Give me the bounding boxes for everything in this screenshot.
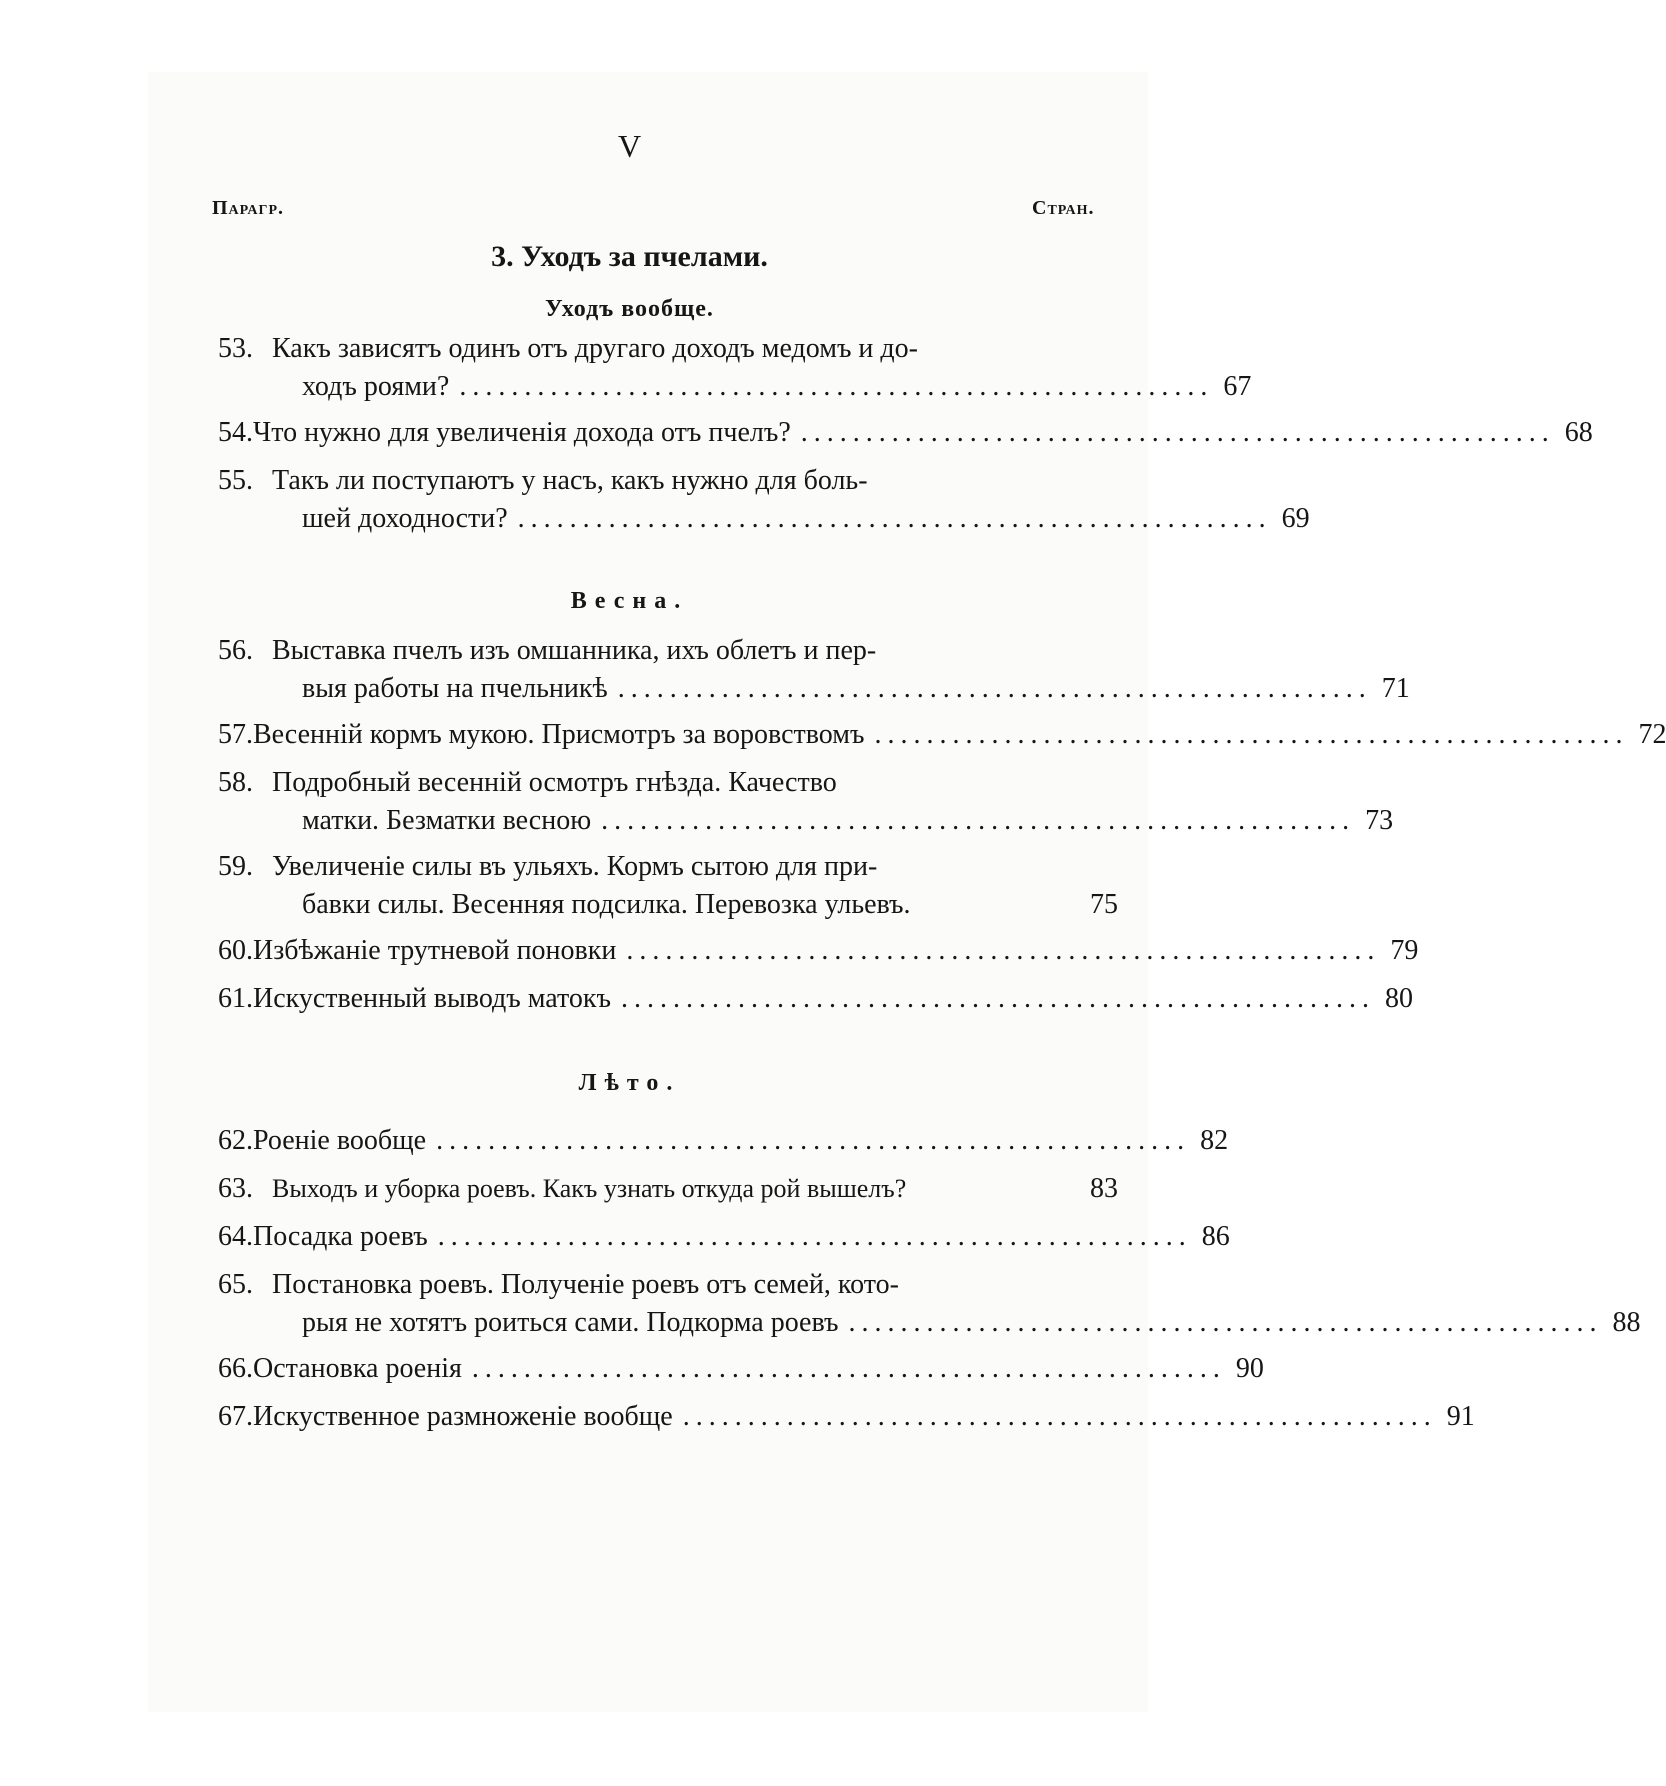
section-title-general-care: Уходъ вообще. bbox=[545, 296, 714, 322]
entry-text-continued: матки. Безматки весною bbox=[302, 805, 592, 836]
toc-entry-67 bbox=[218, 1398, 1475, 1436]
entry-number: 56. bbox=[218, 635, 253, 666]
entry-text: Роеніе вообще bbox=[253, 1125, 427, 1156]
dot-leader: .......................................................... bbox=[459, 371, 1214, 402]
entry-number: 66. bbox=[218, 1353, 253, 1384]
entry-text: Остановка роенія bbox=[253, 1353, 462, 1384]
section-title-summer: Лѣто. bbox=[578, 1070, 681, 1096]
entry-number: 54. bbox=[218, 417, 253, 448]
toc-entry-65 bbox=[218, 1266, 1641, 1342]
toc-entry-55 bbox=[218, 462, 1310, 538]
entry-number: 67. bbox=[218, 1401, 253, 1432]
toc-entry-53 bbox=[218, 330, 1252, 406]
dot-leader: .......................................................... bbox=[848, 1307, 1603, 1338]
entry-page: 80 bbox=[1384, 983, 1413, 1014]
entry-text-continued: ходъ роями? bbox=[302, 371, 450, 402]
entry-number: 61. bbox=[218, 983, 253, 1014]
entry-page: 69 bbox=[1281, 503, 1310, 534]
entry-text: Избѣжаніе трутневой поновки bbox=[253, 935, 617, 966]
entry-number: 64. bbox=[218, 1221, 253, 1252]
entry-number: 57. bbox=[218, 719, 253, 750]
toc-entry-61 bbox=[218, 980, 1413, 1018]
entry-text: Искуственный выводъ матокъ bbox=[253, 983, 611, 1014]
toc-entry-60 bbox=[218, 932, 1419, 970]
entry-text: Выходъ и уборка роевъ. Какъ узнать откуда рой вышелъ? bbox=[272, 1174, 907, 1203]
entry-text: Подробный весенній осмотръ гнѣзда. Качество bbox=[272, 767, 837, 798]
dot-leader: .......................................................... bbox=[517, 503, 1272, 534]
toc-entry-56 bbox=[218, 632, 1410, 708]
entry-text: Увеличеніе силы въ ульяхъ. Кормъ сытою для при- bbox=[272, 851, 878, 882]
dot-leader: .......................................................... bbox=[626, 935, 1381, 966]
entry-page: 86 bbox=[1201, 1221, 1230, 1252]
column-header-paragraph: Парагр. bbox=[212, 197, 284, 219]
entry-number: 53. bbox=[218, 333, 253, 364]
dot-leader: .......................................................... bbox=[437, 1221, 1192, 1252]
toc-entry-66 bbox=[218, 1350, 1264, 1388]
dot-leader: .......................................................... bbox=[436, 1125, 1191, 1156]
entry-page: 83 bbox=[1090, 1173, 1118, 1204]
entry-number: 65. bbox=[218, 1269, 253, 1300]
entry-text-continued: рыя не хотятъ роиться сами. Подкорма роевъ bbox=[302, 1307, 839, 1338]
dot-leader: .......................................................... bbox=[682, 1401, 1437, 1432]
dot-leader: .......................................................... bbox=[800, 417, 1555, 448]
toc-entry-54 bbox=[218, 414, 1593, 452]
entry-page: 73 bbox=[1365, 805, 1394, 836]
entry-text: Выставка пчелъ изъ омшанника, ихъ облетъ и пер- bbox=[272, 635, 877, 666]
entry-text-continued: бавки силы. Весенняя подсилка. Перевозка ульевъ. bbox=[302, 889, 911, 920]
entry-page: 82 bbox=[1200, 1125, 1229, 1156]
dot-leader: .......................................................... bbox=[471, 1353, 1226, 1384]
entry-number: 58. bbox=[218, 767, 253, 798]
entry-page: 88 bbox=[1612, 1307, 1641, 1338]
entry-number: 63. bbox=[218, 1173, 253, 1204]
toc-entry-59 bbox=[218, 848, 1118, 924]
section-title-spring: Весна. bbox=[570, 588, 689, 614]
dot-leader: .......................................................... bbox=[874, 719, 1629, 750]
column-header-page: Стран. bbox=[1032, 197, 1095, 219]
entry-page: 67 bbox=[1223, 371, 1252, 402]
entry-text: Такъ ли поступаютъ у насъ, какъ нужно для боль- bbox=[272, 465, 868, 496]
toc-entry-58 bbox=[218, 764, 1394, 840]
entry-text: Посадка роевъ bbox=[253, 1221, 428, 1252]
entry-text: Что нужно для увеличенія дохода отъ пчелъ? bbox=[253, 417, 791, 448]
toc-entry-57 bbox=[218, 716, 1666, 754]
entry-page: 71 bbox=[1381, 673, 1410, 704]
entry-text: Какъ зависятъ одинъ отъ другаго доходъ медомъ и до- bbox=[272, 333, 918, 364]
entry-page: 72 bbox=[1638, 719, 1666, 750]
entry-page: 79 bbox=[1390, 935, 1419, 966]
entry-number: 59. bbox=[218, 851, 253, 882]
toc-entry-64 bbox=[218, 1218, 1230, 1256]
entry-text: Весенній кормъ мукою. Присмотръ за воровствомъ bbox=[253, 719, 865, 750]
part-title: 3. Уходъ за пчелами. bbox=[491, 240, 768, 273]
dot-leader: .......................................................... bbox=[620, 983, 1375, 1014]
dot-leader: .......................................................... bbox=[617, 673, 1372, 704]
toc-entry-63 bbox=[218, 1170, 1118, 1208]
entry-page: 90 bbox=[1235, 1353, 1264, 1384]
dot-leader: .......................................................... bbox=[601, 805, 1356, 836]
entry-text: Постановка роевъ. Полученіе роевъ отъ семей, кото- bbox=[272, 1269, 899, 1300]
entry-text-continued: выя работы на пчельникѣ bbox=[302, 673, 608, 704]
entry-text-continued: шей доходности? bbox=[302, 503, 508, 534]
entry-number: 55. bbox=[218, 465, 253, 496]
entry-text: Искуственное размноженіе вообще bbox=[253, 1401, 673, 1432]
page-number-roman: V bbox=[617, 128, 642, 164]
entry-page: 91 bbox=[1446, 1401, 1475, 1432]
entry-number: 60. bbox=[218, 935, 253, 966]
toc-entry-62 bbox=[218, 1122, 1229, 1160]
entry-number: 62. bbox=[218, 1125, 253, 1156]
entry-page: 75 bbox=[1090, 889, 1118, 920]
entry-page: 68 bbox=[1564, 417, 1593, 448]
